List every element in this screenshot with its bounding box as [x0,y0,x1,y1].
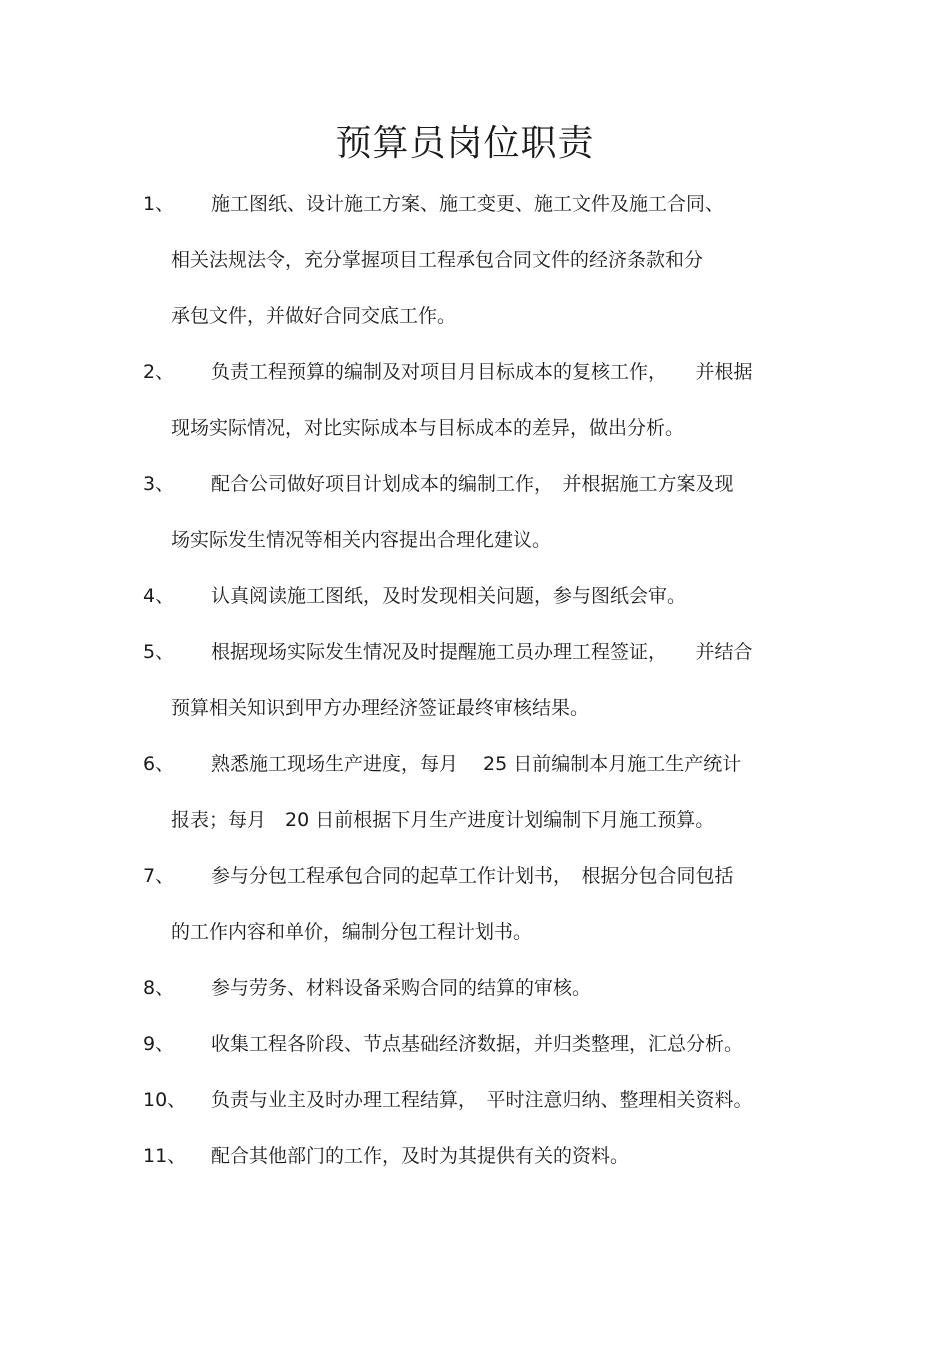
item-text-line: 收集工程各阶段、节点基础经济数据，并归类整理，汇总分析。 [211,1033,744,1055]
item-text-line: 现场实际情况，对比实际成本与目标成本的差异，做出分析。 [171,417,685,439]
item-number: 9、 [143,1033,175,1055]
item-number: 10、 [143,1089,187,1111]
item-text-line: 根据现场实际发生情况及时提醒施工员办理工程签证， 并结合 [211,641,753,663]
item-text-line: 负责与业主及时办理工程结算， 平时注意归纳、整理相关资料。 [211,1089,753,1111]
item-number: 6、 [143,753,175,775]
item-text-line: 承包文件，并做好合同交底工作。 [171,305,457,327]
item-number: 1、 [143,193,175,215]
document-title: 预算员岗位职责 [335,123,595,164]
item-text-line: 配合公司做好项目计划成本的编制工作， 并根据施工方案及现 [211,473,734,495]
item-text-line: 预算相关知识到甲方办理经济签证最终审核结果。 [171,697,590,719]
item-number: 4、 [143,585,175,607]
item-number: 11、 [143,1145,187,1167]
item-number: 2、 [143,361,175,383]
item-number: 7、 [143,865,175,887]
item-text-line: 相关法规法令，充分掌握项目工程承包合同文件的经济条款和分 [171,249,704,271]
item-text-line: 施工图纸、设计施工方案、施工变更、施工文件及施工合同、 [211,193,725,215]
item-text-line: 配合其他部门的工作，及时为其提供有关的资料。 [211,1145,630,1167]
item-number: 5、 [143,641,175,663]
item-text-line: 熟悉施工现场生产进度，每月 25 日前编制本月施工生产统计 [211,753,742,775]
item-text-line: 的工作内容和单价，编制分包工程计划书。 [171,921,533,943]
item-text-line: 场实际发生情况等相关内容提出合理化建议。 [171,529,552,551]
item-text-line: 报表；每月 20 日前根据下月生产进度计划编制下月施工预算。 [171,809,715,831]
item-text-line: 负责工程预算的编制及对项目月目标成本的复核工作， 并根据 [211,361,753,383]
item-number: 8、 [143,977,175,999]
item-text-line: 认真阅读施工图纸，及时发现相关问题，参与图纸会审。 [211,585,687,607]
item-number: 3、 [143,473,175,495]
item-text-line: 参与分包工程承包合同的起草工作计划书， 根据分包合同包括 [211,865,734,887]
item-text-line: 参与劳务、材料设备采购合同的结算的审核。 [211,977,592,999]
